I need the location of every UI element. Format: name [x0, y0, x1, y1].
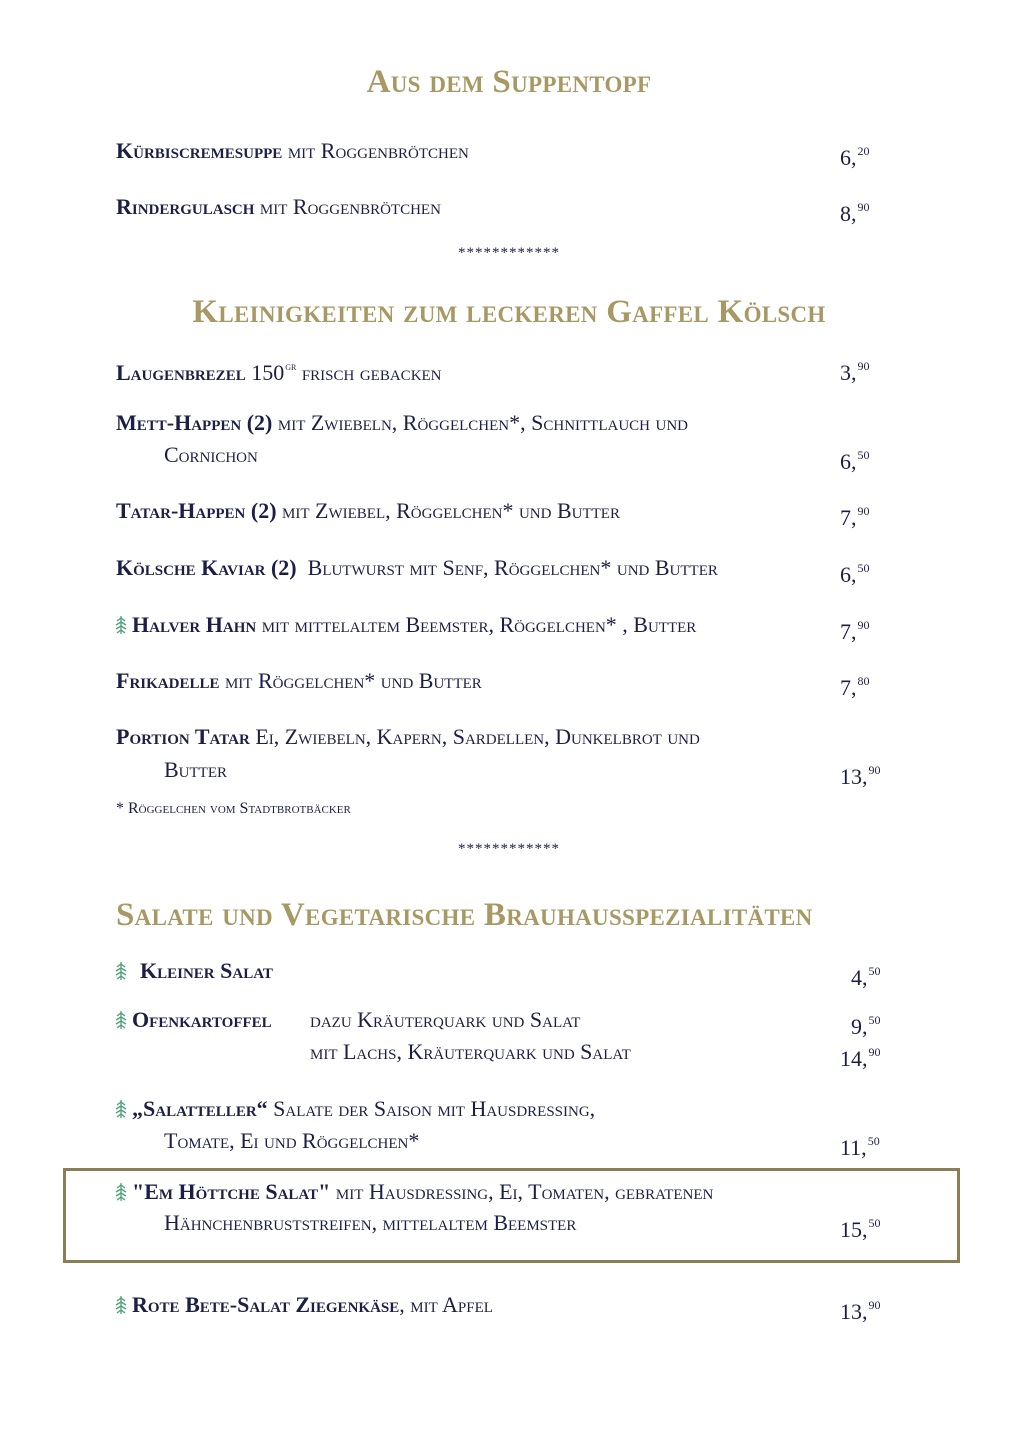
price-rindergulasch: 8,90	[840, 200, 870, 226]
vegetarian-leaf-icon	[114, 615, 128, 635]
menu-item-laugenbrezel: Laugenbrezel $150^{gr}$ frisch gebacken	[116, 359, 442, 385]
menu-item-ofenkartoffel-desc: dazu Kräuterquark und Salat	[310, 1007, 581, 1032]
price-ofenkartoffel: 9,50	[851, 1013, 881, 1039]
vegetarian-leaf-icon	[114, 961, 128, 981]
vegetarian-leaf-icon	[114, 1295, 128, 1315]
footnote: * Röggelchen vom Stadtbrotbäcker	[116, 800, 351, 817]
menu-item-em-hoettche-salat: "Em Höttche Salat" mit Hausdressing, Ei, Tomaten, gebratenen	[114, 1178, 713, 1206]
price-tatar-happen: 7,90	[840, 504, 870, 530]
menu-item-portion-tatar-cont: Butter	[164, 757, 227, 782]
price-mett-happen: 6,50	[840, 448, 870, 474]
price-em-hoettche-salat: 15,50	[840, 1216, 881, 1242]
separator: ************	[458, 841, 560, 857]
menu-item-rindergulasch: Rindergulasch mit Roggenbrötchen	[116, 194, 441, 219]
menu-item-koelsche-kaviar: Kölsche Kaviar (2) Blutwurst mit Senf, Röggelchen* und Butter	[116, 555, 718, 580]
vegetarian-leaf-icon	[114, 1010, 128, 1030]
price-portion-tatar: 13,90	[840, 763, 881, 789]
menu-item-em-hoettche-salat-cont: Hähnchenbruststreifen, mittelaltem Beemster	[164, 1210, 577, 1235]
section-title-kleinigkeiten: Kleinigkeiten zum leckeren Gaffel Kölsch	[192, 294, 826, 330]
vegetarian-leaf-icon	[114, 1182, 128, 1202]
menu-item-mett-happen: Mett-Happen (2) mit Zwiebeln, Röggelchen*, Schnittlauch und	[116, 410, 689, 435]
price-ofenkartoffel-lachs: 14,90	[840, 1045, 881, 1071]
section-title-salate: Salate und Vegetarische Brauhausspezialitäten	[116, 897, 813, 933]
menu-item-portion-tatar: Portion Tatar Ei, Zwiebeln, Kapern, Sardellen, Dunkelbrot und	[116, 724, 700, 749]
menu-item-salatteller-cont: Tomate, Ei und Röggelchen*	[164, 1128, 420, 1153]
section-title-suppentopf: Aus dem Suppentopf	[366, 64, 652, 100]
separator: ************	[458, 245, 560, 261]
price-laugenbrezel: 3,90	[840, 359, 870, 385]
menu-item-ofenkartoffel: Ofenkartoffel	[114, 1006, 272, 1034]
price-kuerbiscremesuppe: 6,20	[840, 144, 870, 170]
menu-item-mett-happen-cont: Cornichon	[164, 442, 258, 467]
menu-item-frikadelle: Frikadelle mit Röggelchen* und Butter	[116, 668, 482, 693]
price-koelsche-kaviar: 6,50	[840, 561, 870, 587]
price-rote-bete-salat: 13,90	[840, 1298, 881, 1324]
price-halver-hahn: 7,90	[840, 618, 870, 644]
menu-item-salatteller: „Salatteller“ Salate der Saison mit Hausdressing,	[114, 1095, 595, 1123]
price-salatteller: 11,50	[840, 1134, 880, 1160]
menu-item-ofenkartoffel-lachs: mit Lachs, Kräuterquark und Salat	[310, 1039, 631, 1064]
menu-item-halver-hahn: Halver Hahn mit mittelaltem Beemster, Röggelchen* , Butter	[114, 611, 696, 639]
menu-item-rote-bete-salat: Rote Bete-Salat Ziegenkäse, mit Apfel	[114, 1291, 493, 1319]
menu-item-tatar-happen: Tatar-Happen (2) mit Zwiebel, Röggelchen* und Butter	[116, 498, 620, 523]
menu-item-kleiner-salat: Kleiner Salat	[114, 957, 273, 985]
price-kleiner-salat: 4,50	[851, 964, 881, 990]
price-frikadelle: 7,80	[840, 674, 870, 700]
vegetarian-leaf-icon	[114, 1099, 128, 1119]
menu-item-kuerbiscremesuppe: Kürbiscremesuppe mit Roggenbrötchen	[116, 138, 469, 163]
